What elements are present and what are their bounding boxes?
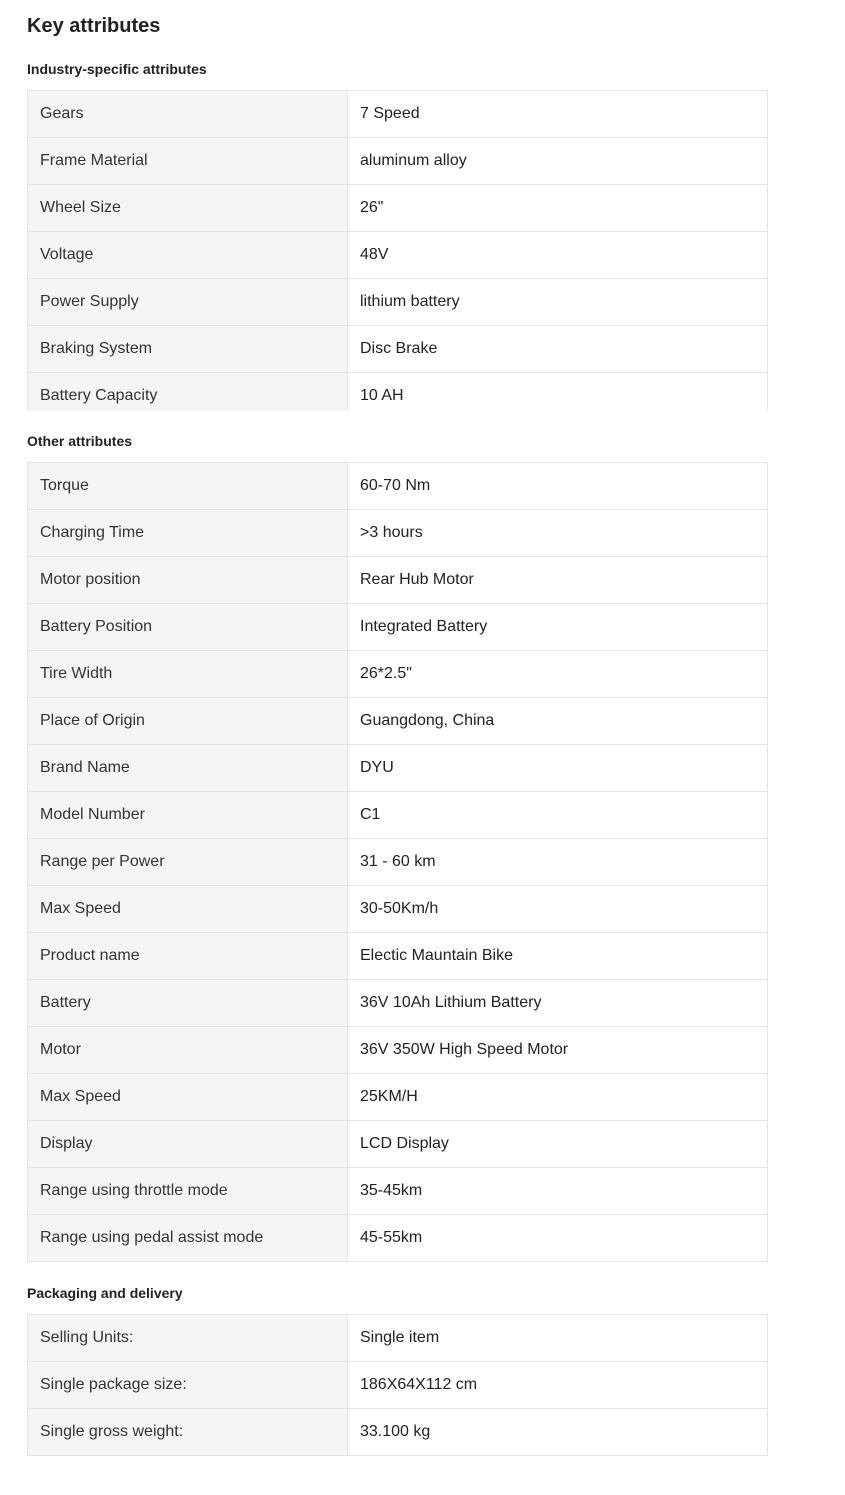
attribute-value: lithium battery <box>348 279 768 326</box>
attribute-name: Motor <box>28 1027 348 1074</box>
attribute-value: Single item <box>348 1315 768 1362</box>
attribute-value: 45-55km <box>348 1215 768 1262</box>
table-row <box>28 745 768 792</box>
attribute-name: Brand Name <box>28 745 348 792</box>
table-row <box>28 232 768 279</box>
attribute-name: Place of Origin <box>28 698 348 745</box>
attribute-name: Selling Units: <box>28 1315 348 1362</box>
attribute-value: 26*2.5" <box>348 651 768 698</box>
attribute-name: Battery Position <box>28 604 348 651</box>
attribute-value: 7 Speed <box>348 91 768 138</box>
attribute-value: Electic Mauntain Bike <box>348 933 768 980</box>
table-row <box>28 463 768 510</box>
attribute-name: Range using pedal assist mode <box>28 1215 348 1262</box>
table-row <box>28 651 768 698</box>
industry-attributes-table <box>27 90 768 411</box>
table-row <box>28 510 768 557</box>
attribute-value: 30-50Km/h <box>348 886 768 933</box>
attribute-value: 36V 10Ah Lithium Battery <box>348 980 768 1027</box>
attribute-name: Range per Power <box>28 839 348 886</box>
table-row <box>28 1409 768 1456</box>
attribute-value: 60-70 Nm <box>348 463 768 510</box>
table-row <box>28 557 768 604</box>
table-row <box>28 698 768 745</box>
attribute-name: Motor position <box>28 557 348 604</box>
attribute-value: 10 AH <box>348 373 768 412</box>
table-row <box>28 91 768 138</box>
attribute-name: Battery <box>28 980 348 1027</box>
attribute-value: 35-45km <box>348 1168 768 1215</box>
attribute-name: Single gross weight: <box>28 1409 348 1456</box>
table-row <box>28 185 768 232</box>
other-attributes-table <box>27 462 768 1262</box>
page-title: Key attributes <box>27 15 161 37</box>
table-row <box>28 933 768 980</box>
table-row <box>28 326 768 373</box>
attribute-value: 36V 350W High Speed Motor <box>348 1027 768 1074</box>
attribute-name: Max Speed <box>28 1074 348 1121</box>
table-row <box>28 886 768 933</box>
attribute-name: Battery Capacity <box>28 373 348 412</box>
attribute-value: LCD Display <box>348 1121 768 1168</box>
table-row <box>28 792 768 839</box>
table-row <box>28 1074 768 1121</box>
key-attributes-panel <box>27 0 768 1456</box>
attribute-value: 186X64X112 cm <box>348 1362 768 1409</box>
attribute-name: Wheel Size <box>28 185 348 232</box>
attribute-value: 26" <box>348 185 768 232</box>
packaging-table-container <box>27 1314 768 1456</box>
section-title-other: Other attributes <box>27 433 133 449</box>
table-row <box>28 1121 768 1168</box>
table-row <box>28 1168 768 1215</box>
attribute-name: Gears <box>28 91 348 138</box>
attribute-value: aluminum alloy <box>348 138 768 185</box>
table-row <box>28 373 768 412</box>
attribute-name: Power Supply <box>28 279 348 326</box>
attribute-value: Guangdong, China <box>348 698 768 745</box>
table-row <box>28 980 768 1027</box>
attribute-name: Braking System <box>28 326 348 373</box>
attribute-value: C1 <box>348 792 768 839</box>
table-row <box>28 138 768 185</box>
section-title-industry: Industry-specific attributes <box>27 61 207 77</box>
table-row <box>28 1315 768 1362</box>
table-row <box>28 279 768 326</box>
section-title-packaging: Packaging and delivery <box>27 1285 183 1301</box>
attribute-value: >3 hours <box>348 510 768 557</box>
table-row <box>28 604 768 651</box>
attribute-name: Charging Time <box>28 510 348 557</box>
other-table-container <box>27 462 768 1262</box>
attribute-name: Voltage <box>28 232 348 279</box>
attribute-name: Model Number <box>28 792 348 839</box>
table-row <box>28 1027 768 1074</box>
attribute-name: Display <box>28 1121 348 1168</box>
attribute-name: Frame Material <box>28 138 348 185</box>
attribute-value: 48V <box>348 232 768 279</box>
attribute-value: 25KM/H <box>348 1074 768 1121</box>
attribute-name: Product name <box>28 933 348 980</box>
attribute-name: Tire Width <box>28 651 348 698</box>
attribute-name: Torque <box>28 463 348 510</box>
attribute-value: DYU <box>348 745 768 792</box>
attribute-value: Rear Hub Motor <box>348 557 768 604</box>
table-row <box>28 839 768 886</box>
packaging-table <box>27 1314 768 1456</box>
table-row <box>28 1215 768 1262</box>
attribute-name: Range using throttle mode <box>28 1168 348 1215</box>
attribute-value: Disc Brake <box>348 326 768 373</box>
table-row <box>28 1362 768 1409</box>
industry-table-container[interactable] <box>27 90 768 411</box>
attribute-value: Integrated Battery <box>348 604 768 651</box>
attribute-name: Single package size: <box>28 1362 348 1409</box>
attribute-value: 33.100 kg <box>348 1409 768 1456</box>
attribute-value: 31 - 60 km <box>348 839 768 886</box>
attribute-name: Max Speed <box>28 886 348 933</box>
